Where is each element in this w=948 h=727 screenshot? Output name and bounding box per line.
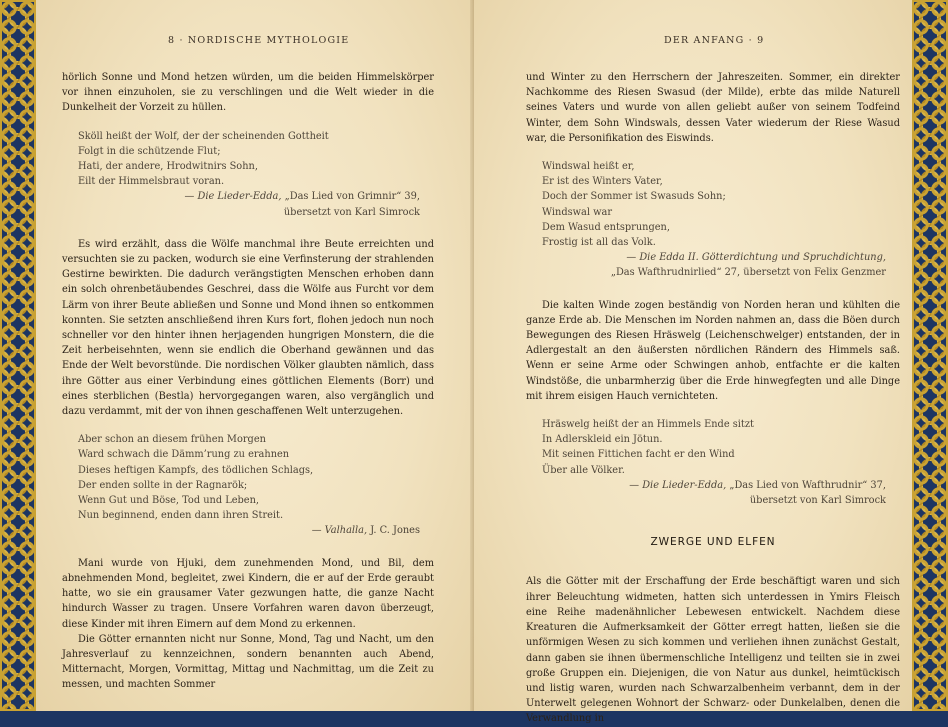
- poem-line: Mit seinen Fittichen facht er den Wind: [542, 449, 735, 461]
- poem-line: Hräswelg heißt der an Himmels Ende sitzt: [542, 419, 754, 431]
- celtic-knot-border-left: [0, 0, 36, 711]
- citation-translator: übersetzt von Karl Simrock: [749, 495, 886, 507]
- poem-line: Windswal heißt er,: [542, 161, 635, 173]
- poem-line: Über alle Völker.: [542, 464, 625, 476]
- left-body-text: [62, 70, 434, 693]
- poem-line: Er ist des Winters Vater,: [542, 176, 663, 188]
- left-page: [36, 0, 474, 711]
- citation-translator: übersetzt von Karl Simrock: [283, 206, 420, 218]
- left-paragraph-4: Die Götter ernannten nicht nur Sonne, Mond, Tag und Nacht, um den Jahresverlauf zu kennzeichnen, sondern benannten auch Abend, Mitternacht, Morgen, Vormittag, Mittag und Nachmittag, um die Zeit zu messen, und machten Sommer: [62, 633, 434, 691]
- left-paragraph-2: Es wird erzählt, dass die Wölfe manchmal ihre Beute erreichten und versuchten sie zu packen, wodurch sie eine Verfinsterung der strahlenden Gestirne bewirkten. Die dadurch verängstigten Menschen erhoben dann ein solch ohrenbetäubendes Geschrei, dass die Wölfe aus Furcht vor dem Lärm von ihrer Beute abließen und Sonne und Mond ihnen so entkommen konnten. Sie setzten anschließend ihren Kurs fort, flohen jedoch nun noch schneller vor den hinter ihnen herjagenden hungrigen Monstern, die die Zeit herbeisehnten, wenn sie endlich die Oberhand gewännen und das Ende der Welt bevorstünde. Die nordischen Völker glaubten nämlich, dass ihre Götter aus einer Verbindung eines göttlichen Elements (Borr) und eines sterblichen (Bestla) hervorgegangen waren, also vergänglich und dazu verdammt, mit der von ihnen geschaffenen Welt unterzugehen.: [62, 238, 434, 418]
- citation-source: Die Edda II. Götterdichtung und Spruchdichtung,: [639, 252, 886, 264]
- poem-line: Frostig ist all das Volk.: [542, 237, 656, 249]
- left-poem-1: [78, 129, 434, 220]
- left-running-header: 8 · NORDISCHE MYTHOLOGIE: [168, 35, 350, 46]
- poem-citation: — Die Edda II. Götterdichtung und Spruchdichtung,: [626, 252, 886, 264]
- poem-line: Windswal war: [542, 206, 613, 218]
- poem-line: Eilt der Himmelsbraut voran.: [78, 176, 225, 188]
- citation-detail: „Das Lied von Wafthrudnir“ 37,: [726, 479, 886, 491]
- citation-detail: „Das Lied von Grimnir“ 39,: [281, 191, 420, 203]
- section-heading: ZWERGE UND ELFEN: [650, 536, 776, 549]
- citation-source: Die Lieder-Edda,: [642, 479, 727, 491]
- left-paragraph-3: Mani wurde von Hjuki, dem zunehmenden Mond, und Bil, dem abnehmenden Mond, begleitet, zwei Kindern, die er auf der Erde geraubt hatte, wo sie ein grausamer Vater gezwungen hatte, die ganze Nacht hindurch Wasser zu tragen. Unsere Vorfahren waren davon überzeugt, diese Kinder mit ihren Eimern auf dem Mond zu erkennen.: [62, 557, 434, 630]
- citation-detail: J. C. Jones: [367, 525, 420, 537]
- poem-citation: — Valhalla, J. C. Jones: [311, 525, 420, 537]
- left-paragraph-1: hörlich Sonne und Mond hetzen würden, um die beiden Himmelskörper vor ihnen einzuholen, sie zu verschlingen und die Welt wieder in die Dunkelheit der Vorzeit zu hüllen.: [62, 72, 434, 114]
- poem-citation: — Die Lieder-Edda, „Das Lied von Grimnir“ 39,: [184, 191, 420, 203]
- right-poem-1: [542, 159, 900, 281]
- left-poem-2: [78, 432, 434, 538]
- poem-line: Aber schon an diesem frühen Morgen: [78, 434, 266, 446]
- poem-line: In Adlerskleid ein Jötun.: [542, 434, 663, 446]
- poem-line: Dem Wasud entsprungen,: [542, 221, 670, 233]
- right-page: [474, 0, 912, 725]
- poem-line: Der enden sollte in der Ragnarök;: [78, 479, 248, 491]
- poem-line: Ward schwach die Dämm’rung zu erahnen: [78, 449, 290, 461]
- poem-line: Wenn Gut und Böse, Tod und Leben,: [78, 495, 260, 507]
- right-paragraph-3: Als die Götter mit der Erschaffung der Erde beschäftigt waren und sich ihrer Beleuchtung widmeten, hatten sich unterdessen in Ymirs Fleisch eine Reihe madenähnlicher Lebewesen entwickelt. Nachdem diese Kreaturen die Aufmerksamkeit der Götter erregt hatten, ließen sie die unförmigen Wesen zu sich kommen und verliehen ihnen zunächst Gestalt, dann gaben sie ihnen übermenschliche Intelligenz und teilten sie in zwei große Gruppen ein. Diejenigen, die von Natur aus dunkel, heimtückisch und listig waren, wurden nach Schwarzalbenheim verbannt, dem in der Unterwelt gelegenen Wohnort der Schwarz- oder Dunkelalben, denen die Verwandlung in: [526, 576, 900, 725]
- poem-line: Dieses heftigen Kampfs, des tödlichen Schlags,: [78, 464, 314, 476]
- right-running-header: DER ANFANG · 9: [664, 35, 765, 46]
- poem-line: Folgt in die schützende Flut;: [78, 145, 221, 157]
- citation-detail: „Das Wafthrudnirlied“ 27, übersetzt von Felix Genzmer: [610, 267, 886, 279]
- poem-line: Doch der Sommer ist Swasuds Sohn;: [542, 191, 726, 203]
- poem-line: Hati, der andere, Hrodwitnirs Sohn,: [78, 161, 258, 173]
- right-paragraph-2: Die kalten Winde zogen beständig von Norden heran und kühlten die ganze Erde ab. Die Menschen im Norden nahmen an, dass die Böen durch Bewegungen des Riesen Hräswelg (Leichenschwelger) entstanden, der in Adlergestalt an den äußersten nördlichen Rändern des Himmels saß. Wenn er seine Arme oder Schwingen anhob, entfachte er die kalten Windstöße, die unbarmherzig über die Erde hinwegfegten und alle Dinge mit ihrem eisigen Hauch vernichteten.: [526, 299, 900, 402]
- celtic-knot-border-right: [912, 0, 948, 711]
- poem-citation: — Die Lieder-Edda, „Das Lied von Wafthrudnir“ 37,: [629, 479, 886, 491]
- citation-source: Valhalla,: [324, 525, 368, 537]
- right-paragraph-1: und Winter zu den Herrschern der Jahreszeiten. Sommer, ein direkter Nachkomme des Riesen Swasud (der Milde), erbte das milde Naturell seines Vaters und wurde von allen geliebt außer von seinem Todfeind Winter, dem Sohn Windswals, dessen Vater wiederum der Riese Wasud war, die Personifikation des Eiswinds.: [526, 72, 900, 144]
- right-body-text: [526, 70, 900, 727]
- poem-line: Nun beginnend, enden dann ihren Streit.: [78, 510, 284, 522]
- citation-source: Die Lieder-Edda,: [197, 191, 282, 203]
- poem-line: Sköll heißt der Wolf, der der scheinenden Gottheit: [78, 130, 329, 142]
- right-poem-2: [542, 417, 900, 508]
